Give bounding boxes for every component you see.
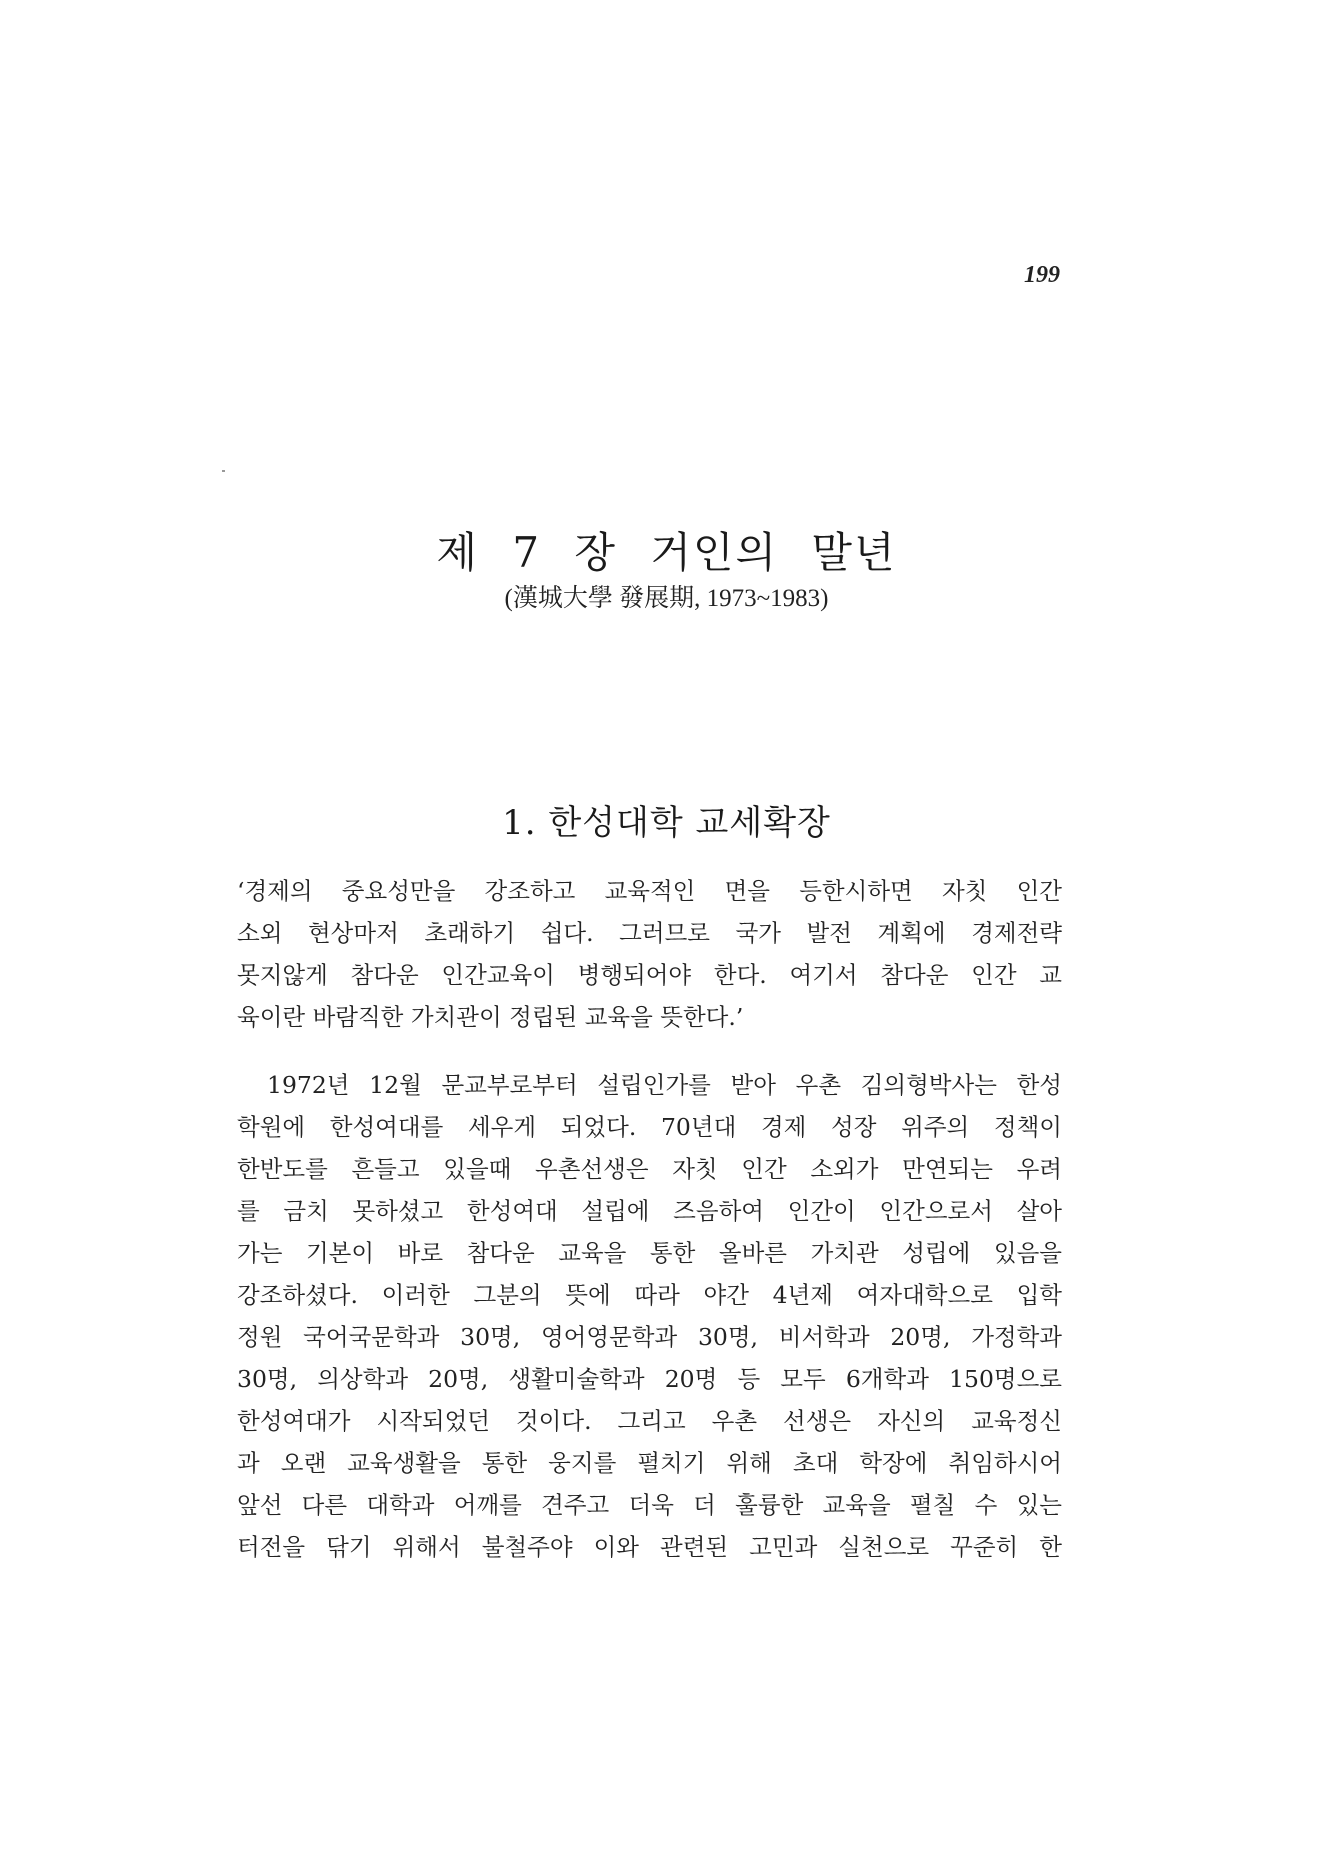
chapter-subtitle: (漢城大學 發展期, 1973~1983) xyxy=(504,585,829,612)
section-title: 1. 한성대학 교세확장 xyxy=(502,803,831,843)
scan-speck xyxy=(222,470,225,472)
body-line: 가는 기본이 바로 참다운 교육을 통한 올바른 가치관 성립에 있음을 xyxy=(237,1239,1062,1267)
body-line: 30명, 의상학과 20명, 생활미술학과 20명 등 모두 6개학과 150명으로 xyxy=(237,1365,1062,1393)
quote-line: ‘경제의 중요성만을 강조하고 교육적인 면을 등한시하면 자칫 인간 xyxy=(237,877,1062,905)
body-line: 앞선 다른 대학과 어깨를 견주고 더욱 더 훌륭한 교육을 펼칠 수 있는 xyxy=(237,1491,1062,1519)
quote-paragraph xyxy=(237,870,1062,1038)
body-paragraph xyxy=(237,1064,1062,1568)
body-line: 1972년 12월 문교부로부터 설립인가를 받아 우촌 김의형박사는 한성 xyxy=(267,1071,1062,1099)
body-line: 학원에 한성여대를 세우게 되었다. 70년대 경제 성장 위주의 정책이 xyxy=(237,1113,1062,1141)
body-line: 정원 국어국문학과 30명, 영어영문학과 30명, 비서학과 20명, 가정학과 xyxy=(237,1323,1062,1351)
body-line: 과 오랜 교육생활을 통한 웅지를 펼치기 위해 초대 학장에 취임하시어 xyxy=(237,1449,1062,1477)
body-line: 터전을 닦기 위해서 불철주야 이와 관련된 고민과 실천으로 꾸준히 한 xyxy=(237,1533,1062,1561)
quote-line: 육이란 바람직한 가치관이 정립된 교육을 뜻한다.’ xyxy=(237,1003,744,1031)
body-line: 를 금치 못하셨고 한성여대 설립에 즈음하여 인간이 인간으로서 살아 xyxy=(237,1197,1062,1225)
body-line: 한성여대가 시작되었던 것이다. 그리고 우촌 선생은 자신의 교육정신 xyxy=(237,1407,1062,1435)
chapter-title: 제 7 장 거인의 말년 xyxy=(436,528,897,577)
quote-line: 소외 현상마저 초래하기 쉽다. 그러므로 국가 발전 계획에 경제전략 xyxy=(237,919,1062,947)
body-line: 강조하셨다. 이러한 그분의 뜻에 따라 야간 4년제 여자대학으로 입학 xyxy=(237,1281,1062,1309)
body-line: 한반도를 흔들고 있을때 우촌선생은 자칫 인간 소외가 만연되는 우려 xyxy=(237,1155,1062,1183)
quote-line: 못지않게 참다운 인간교육이 병행되어야 한다. 여기서 참다운 인간 교 xyxy=(237,961,1062,989)
page-number: 199 xyxy=(1024,262,1060,288)
